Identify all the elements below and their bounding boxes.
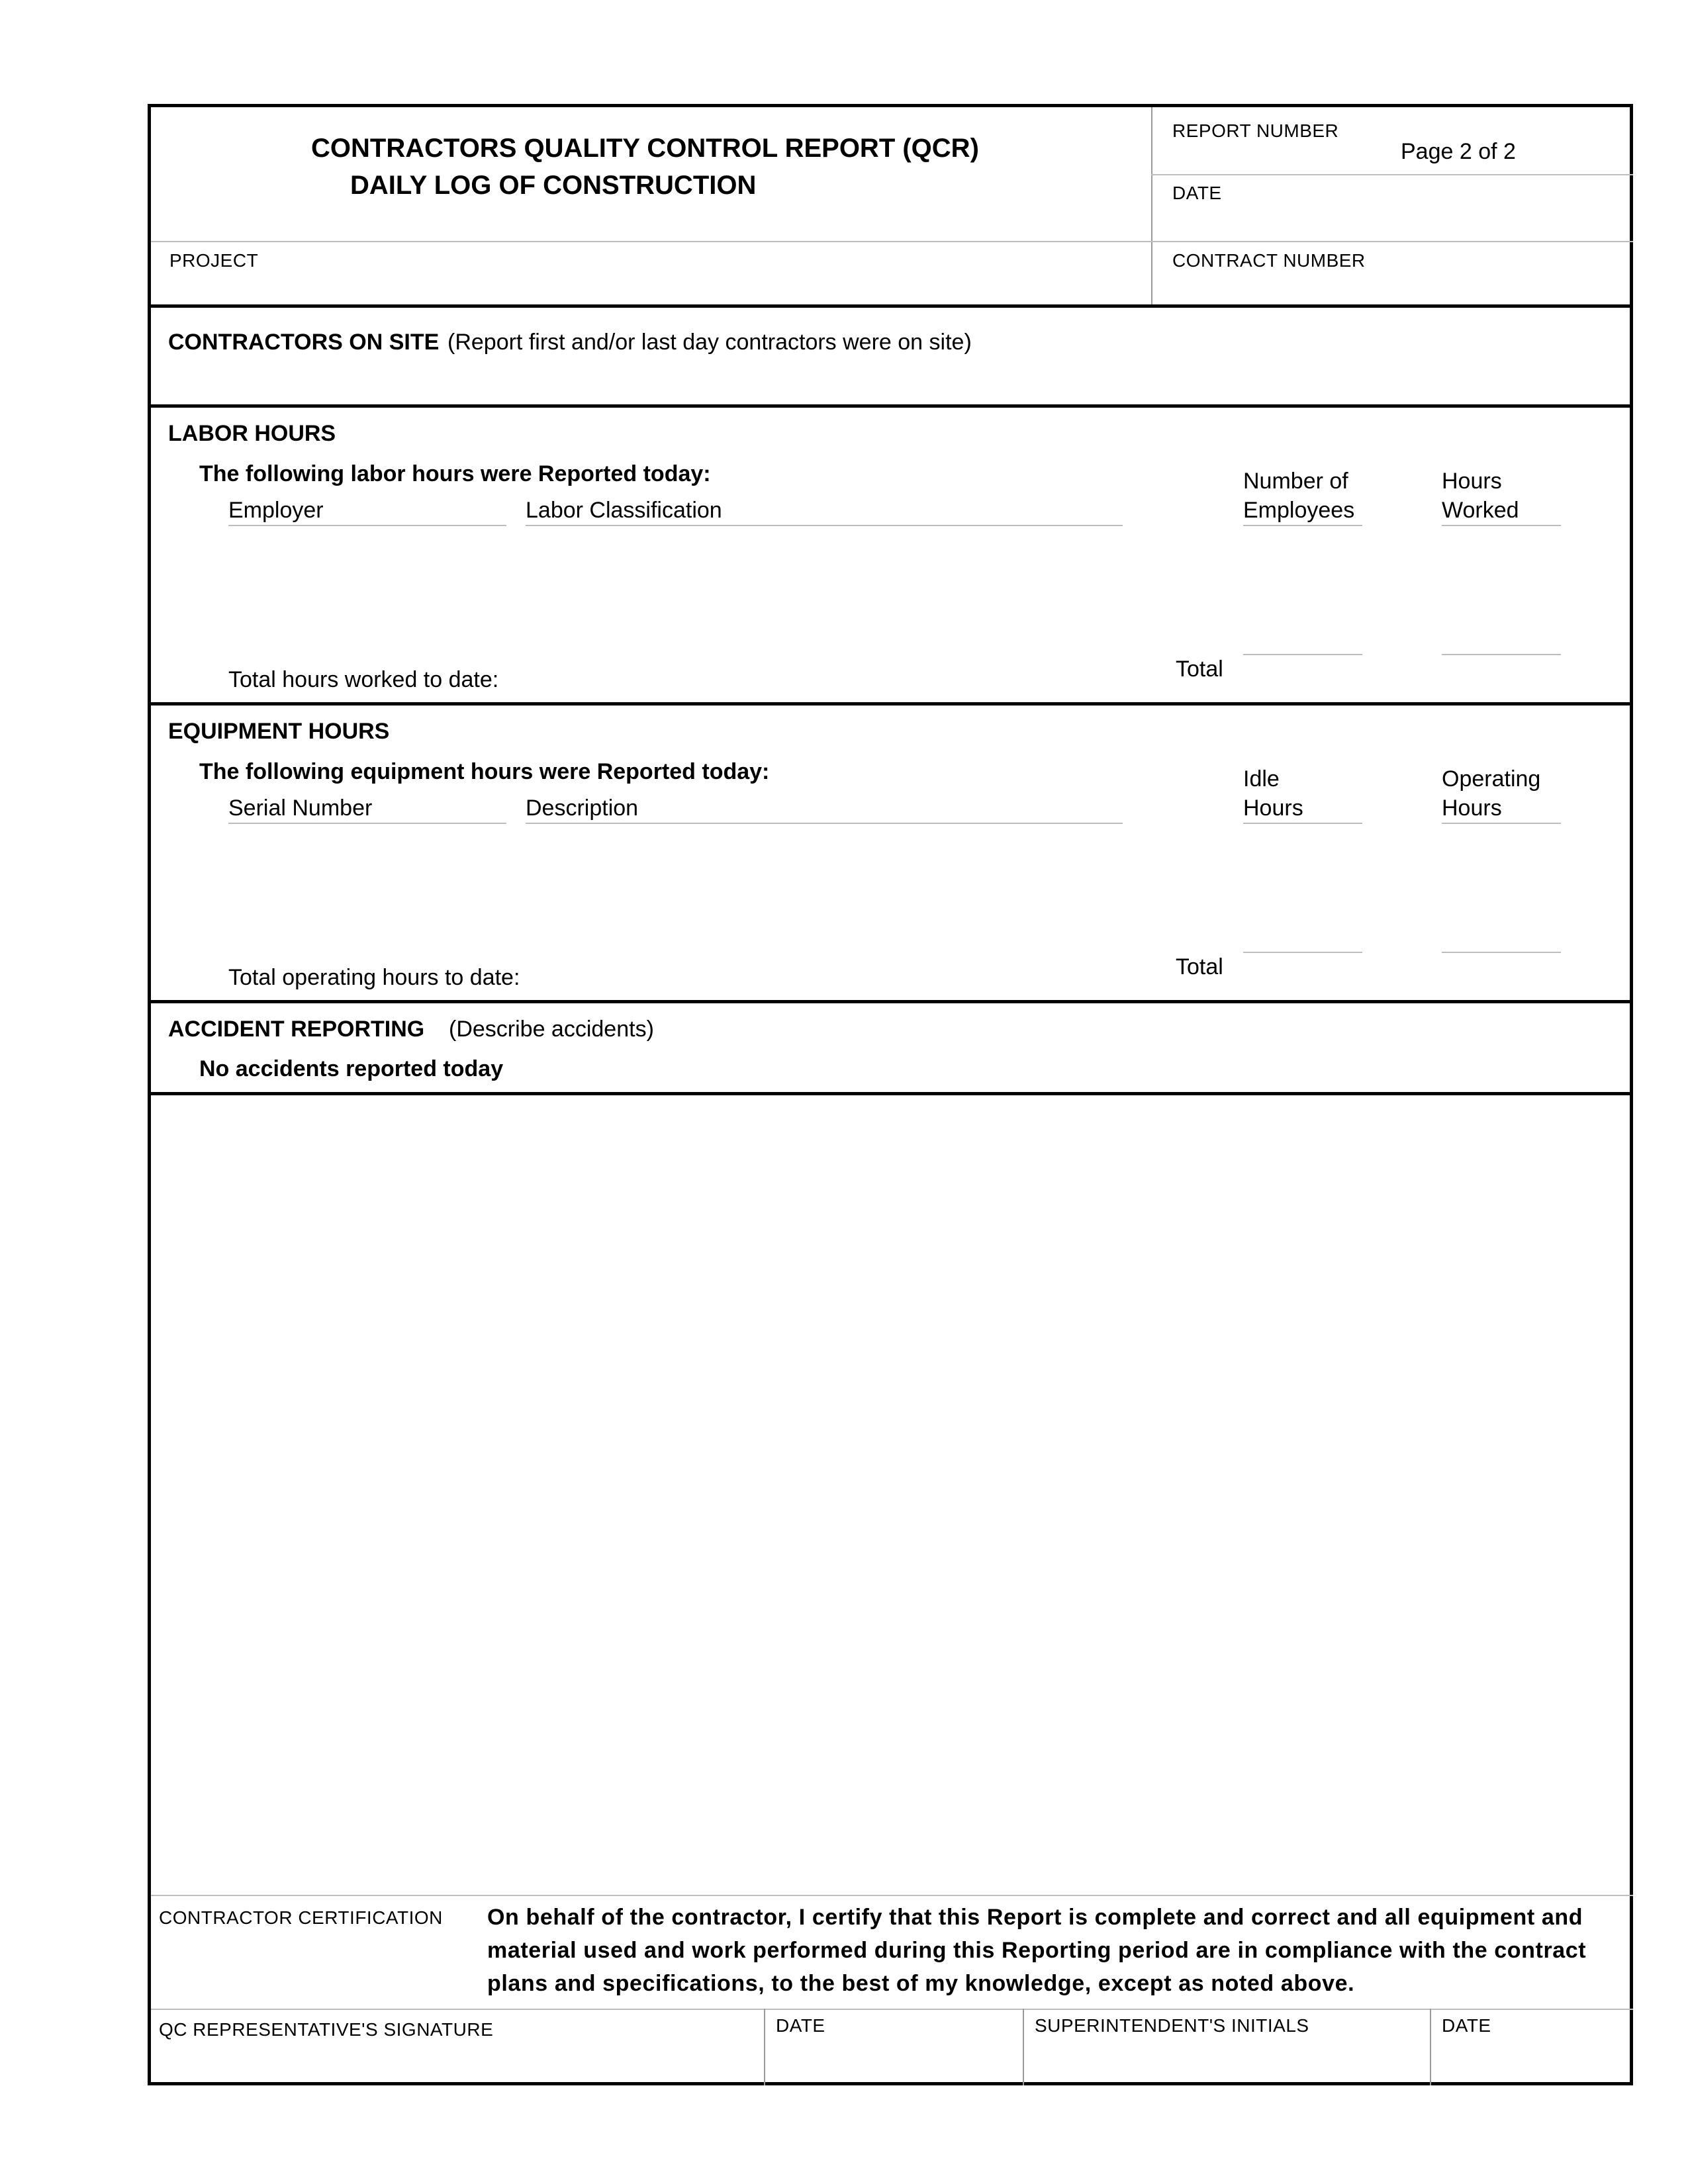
superintendent-initials-label: SUPERINTENDENT'S INITIALS [1035,2015,1309,2036]
certification-divider [151,1895,1633,1896]
hours-worked-column-underline [1442,525,1561,526]
labor-classification-column-header: Labor Classification [526,498,722,523]
section-divider [151,1092,1633,1095]
contract-number-label: CONTRACT NUMBER [1172,250,1366,271]
operating-total-line [1442,952,1561,953]
employees-column-header-line2: Employees [1243,498,1355,523]
idle-total-line [1243,952,1362,953]
section-divider [151,404,1633,408]
report-number-label: REPORT NUMBER [1172,120,1339,141]
report-number-divider [1151,174,1633,175]
contractor-certification-label: CONTRACTOR CERTIFICATION [159,1907,443,1928]
qc-date-field[interactable] [765,2010,1023,2084]
equipment-hours-heading: EQUIPMENT HOURS [168,719,390,744]
header-divider [1151,107,1152,306]
operating-hours-underline [1442,823,1561,824]
description-underline [526,823,1123,824]
hours-worked-column-header-line2: Worked [1442,498,1519,523]
total-operating-hours-label: Total operating hours to date: [228,965,520,990]
qc-signature-field[interactable] [151,2010,764,2084]
section-divider [151,304,1633,308]
labor-total-label: Total [1176,657,1223,682]
employer-column-underline [228,525,506,526]
operating-hours-header-line1: Operating [1442,766,1541,792]
date-label: DATE [1172,183,1222,203]
accident-reporting-note: (Describe accidents) [449,1017,654,1042]
labor-hours-heading: LABOR HOURS [168,421,336,446]
section-divider [151,1000,1633,1003]
employer-column-header: Employer [228,498,324,523]
qc-signature-label: QC REPRESENTATIVE'S SIGNATURE [159,2019,494,2040]
project-divider [151,241,1633,242]
accident-status: No accidents reported today [199,1056,504,1081]
form-title-line2: DAILY LOG OF CONSTRUCTION [350,171,757,200]
employees-total-line [1243,654,1362,655]
form-title-line1: CONTRACTORS QUALITY CONTROL REPORT (QCR) [311,134,979,163]
employees-column-underline [1243,525,1362,526]
idle-hours-header-line2: Hours [1243,796,1303,821]
accident-reporting-heading: ACCIDENT REPORTING [168,1017,425,1042]
hours-total-line [1442,654,1561,655]
superintendent-date-field[interactable] [1431,2010,1633,2084]
total-hours-to-date-label: Total hours worked to date: [228,667,499,692]
contractors-on-site-heading: CONTRACTORS ON SITE [168,330,440,355]
employees-column-header-line1: Number of [1243,469,1348,494]
serial-number-column-header: Serial Number [228,796,373,821]
equipment-hours-intro: The following equipment hours were Reported today: [199,759,770,784]
certification-text-line1: On behalf of the contractor, I certify that this Report is complete and correct and all equipment and [487,1905,1583,1930]
page-indicator: Page 2 of 2 [1401,139,1516,164]
superintendent-date-label: DATE [1442,2015,1491,2036]
project-label: PROJECT [169,250,259,271]
hours-worked-column-header-line1: Hours [1442,469,1502,494]
equipment-total-label: Total [1176,954,1223,979]
qc-date-label: DATE [776,2015,825,2036]
serial-number-underline [228,823,506,824]
section-divider [151,702,1633,705]
operating-hours-header-line2: Hours [1442,796,1502,821]
idle-hours-header-line1: Idle [1243,766,1280,792]
labor-classification-underline [526,525,1123,526]
superintendent-initials-field[interactable] [1024,2010,1430,2084]
certification-text-line2: material used and work performed during this Reporting period are in compliance with the contract [487,1938,1587,1963]
contractors-on-site-note: (Report first and/or last day contractors were on site) [447,330,972,355]
qcr-form [148,104,1633,2085]
certification-text-line3: plans and specifications, to the best of my knowledge, except as noted above. [487,1971,1355,1996]
idle-hours-underline [1243,823,1362,824]
description-column-header: Description [526,796,639,821]
labor-hours-intro: The following labor hours were Reported today: [199,461,711,486]
